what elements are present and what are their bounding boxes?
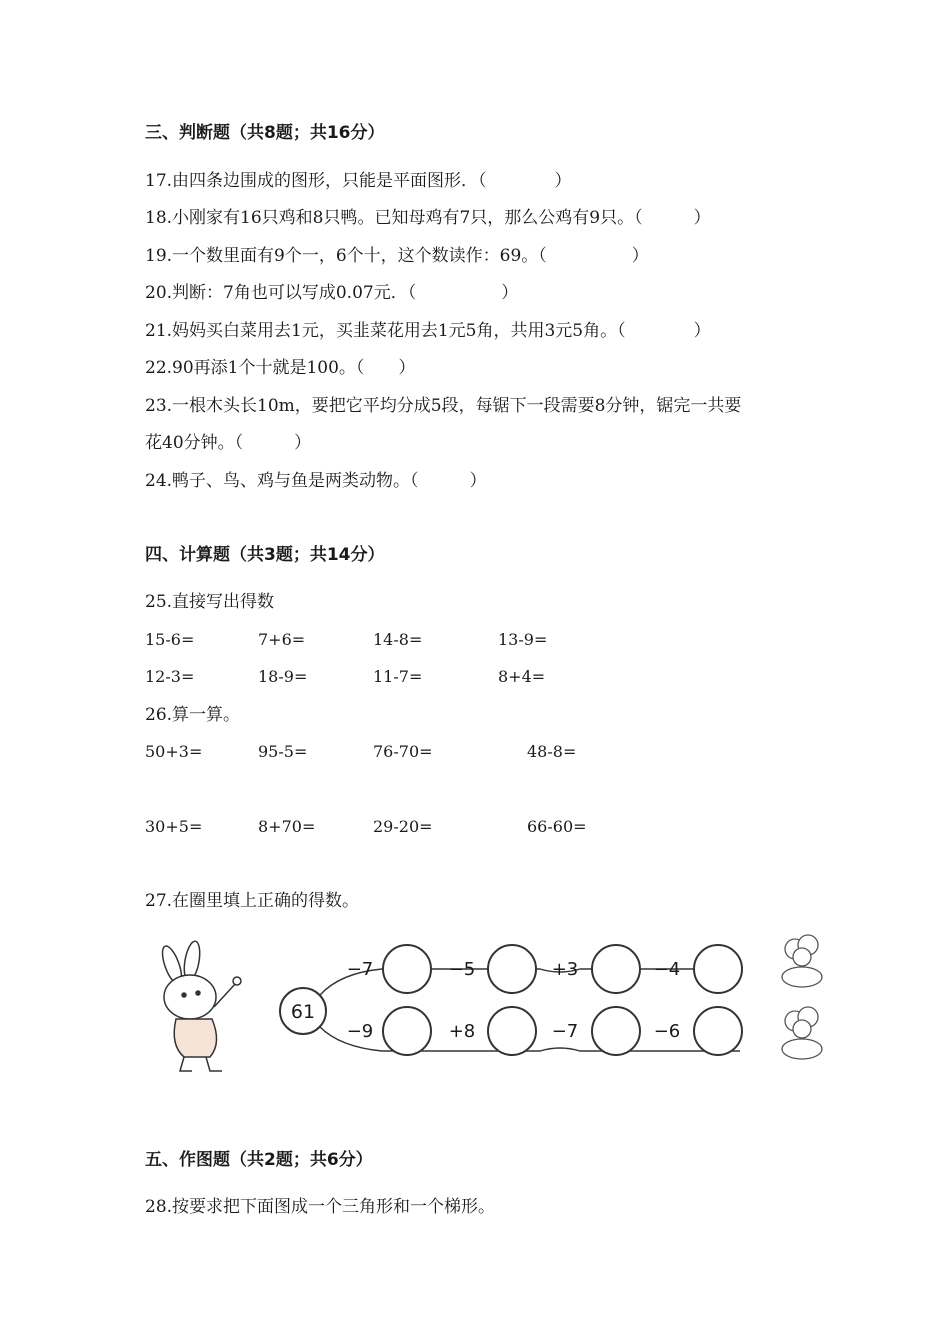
section4-heading: 四、计算题（共3题；共14分）	[145, 545, 385, 565]
question-27-title: 27.在圈里填上正确的得数。	[145, 891, 360, 911]
calc-cell: 18-9=	[258, 667, 308, 686]
question-21: 21.妈妈买白菜用去1元，买韭菜花用去1元5角，共用3元5角。（ ）	[145, 321, 711, 341]
question-17: 17.由四条边围成的图形，只能是平面图形．（ ）	[145, 171, 572, 191]
top-op: −4	[653, 959, 681, 980]
calc-cell: 48-8=	[527, 742, 577, 761]
question-26-title: 26.算一算。	[145, 705, 241, 725]
top-op: −5	[448, 959, 476, 980]
question-19: 19.一个数里面有9个一，6个十，这个数读作：69。（ ）	[145, 246, 649, 266]
question-22: 22.90再添1个十就是100。（ ）	[145, 358, 416, 378]
answer-circle[interactable]	[694, 1007, 742, 1055]
calc-cell: 95-5=	[258, 742, 308, 761]
calc-cell: 76-70=	[373, 742, 433, 761]
calc-cell: 8+4=	[498, 667, 546, 686]
question-23-cont: 花40分钟。（ ）	[145, 433, 312, 453]
question-28: 28.按要求把下面图成一个三角形和一个梯形。	[145, 1197, 496, 1217]
calc-cell: 29-20=	[373, 817, 433, 836]
calc-cell: 14-8=	[373, 630, 423, 649]
top-op: −7	[346, 959, 374, 980]
calc-cell: 12-3=	[145, 667, 195, 686]
start-circle	[280, 988, 326, 1034]
bottom-op: +8	[448, 1021, 476, 1042]
start-number: 61	[290, 1001, 316, 1023]
answer-circle[interactable]	[383, 945, 431, 993]
answer-circle[interactable]	[592, 1007, 640, 1055]
question-25-title: 25.直接写出得数	[145, 592, 275, 612]
bottom-op: −9	[346, 1021, 374, 1042]
calc-cell: 30+5=	[145, 817, 203, 836]
section3-heading: 三、判断题（共8题；共16分）	[145, 123, 385, 143]
bottom-op: −7	[551, 1021, 579, 1042]
rabbit-icon	[159, 940, 241, 1071]
section5-heading: 五、作图题（共2题；共6分）	[145, 1150, 373, 1170]
question-18: 18.小刚家有16只鸡和8只鸭。已知母鸡有7只，那么公鸡有9只。（ ）	[145, 208, 711, 228]
calc-cell: 13-9=	[498, 630, 548, 649]
question-23: 23.一根木头长10m，要把它平均分成5段，每锯下一段需要8分钟，锯完一共要	[145, 396, 742, 416]
calc-cell: 66-60=	[527, 817, 587, 836]
calc-cell: 8+70=	[258, 817, 316, 836]
question-20: 20.判断：7角也可以写成0.07元．（ ）	[145, 283, 519, 303]
answer-circle[interactable]	[488, 945, 536, 993]
calc-cell: 50+3=	[145, 742, 203, 761]
top-op: +3	[551, 959, 579, 980]
carrot-icon	[782, 935, 822, 987]
answer-circle[interactable]	[383, 1007, 431, 1055]
calc-cell: 7+6=	[258, 630, 306, 649]
answer-circle[interactable]	[592, 945, 640, 993]
answer-circle[interactable]	[488, 1007, 536, 1055]
calc-cell: 15-6=	[145, 630, 195, 649]
answer-circle[interactable]	[694, 945, 742, 993]
calc-cell: 11-7=	[373, 667, 423, 686]
question-24: 24.鸭子、鸟、鸡与鱼是两类动物。（ ）	[145, 471, 487, 491]
number-chain-illustration	[140, 925, 840, 1085]
bottom-op: −6	[653, 1021, 681, 1042]
carrot-icon	[782, 1007, 822, 1059]
